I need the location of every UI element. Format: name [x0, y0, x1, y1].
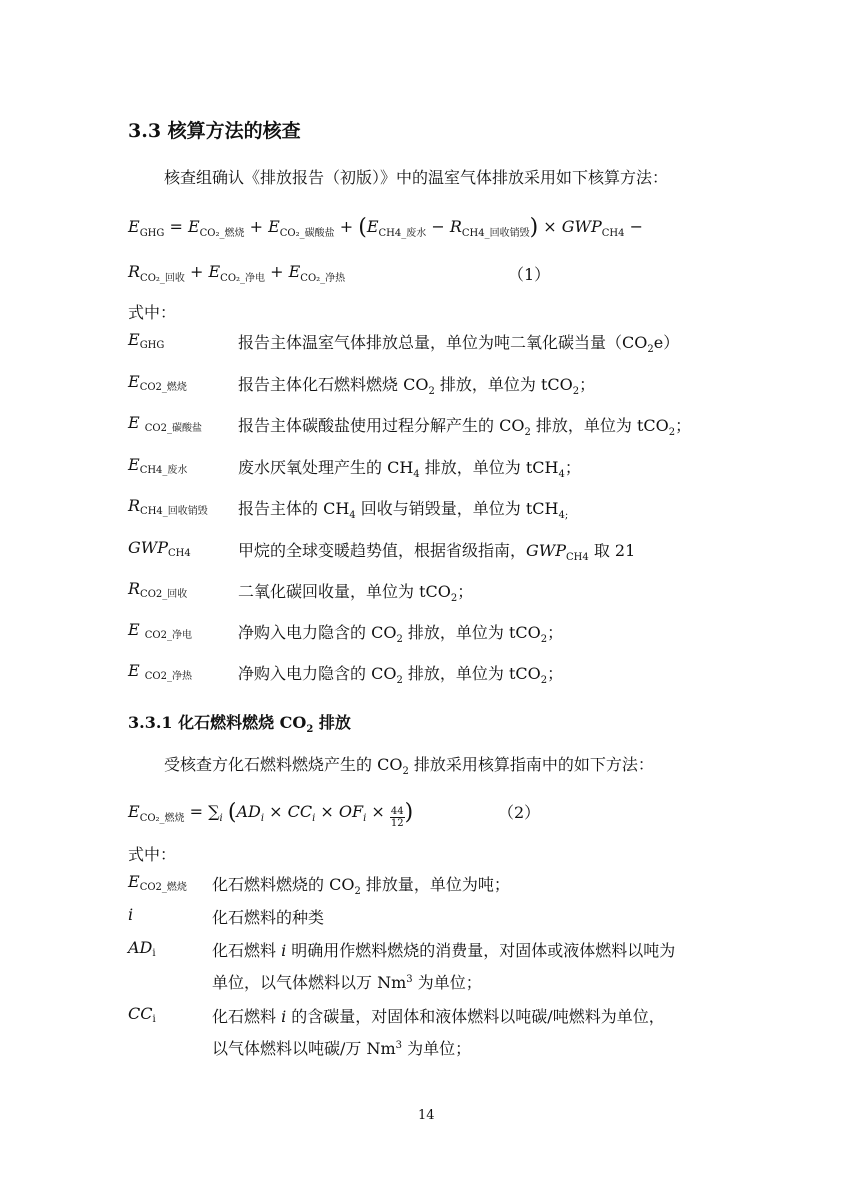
definition-text: 化石燃料的种类	[212, 908, 325, 927]
definition-text-continued: 单位，以气体燃料以万 Nm$^3$ 为单位；	[212, 973, 482, 992]
definition-symbol: RCO2_回收	[128, 579, 188, 600]
definition-symbol: E CO2_净热	[128, 661, 192, 682]
definition-symbol: ECH4_废水	[128, 455, 188, 476]
definition-text: 净购入电力隐含的 $CO_2$ 排放，单位为 tCO$_2$；	[238, 623, 564, 645]
definition-symbol: E CO2_净电	[128, 620, 192, 641]
where-label-2: 式中：	[128, 845, 177, 864]
where-label: 式中：	[128, 303, 177, 322]
definition-symbol: ADi	[128, 938, 156, 959]
definition-text: 报告主体的 $CH_4$ 回收与销毁量，单位为 tCH$_{4;}$	[238, 499, 569, 521]
definition-symbol: CCi	[128, 1004, 156, 1025]
definition-text: 废水厌氧处理产生的 $CH_4$ 排放，单位为 tCH$_4$；	[238, 458, 581, 480]
definition-symbol: i	[128, 905, 134, 924]
definition-text: 二氧化碳回收量，单位为 tCO$_2$；	[238, 582, 474, 604]
definition-symbol: ECO2_燃烧	[128, 872, 187, 893]
definition-symbol: RCH4_回收销毁	[128, 496, 208, 517]
equation-1-number: （1）	[508, 265, 551, 284]
subsection-heading: 3.3.1 化石燃料燃烧 $CO_2$ 排放	[128, 713, 351, 735]
page-number: 14	[418, 1108, 435, 1123]
equation-1-line-1: $E_{GHG} = E_{CO_2\_燃烧} + E_{CO_2\_碳酸盐} + (E_{CH4\_废水} - R_{CH4\_回收销毁}) \times GWP_{CH4}$ −	[128, 215, 643, 240]
definition-symbol: GWPCH4	[128, 538, 191, 559]
section-heading: 3.3 核算方法的核查	[128, 120, 301, 142]
subsection-intro: 受核查方化石燃料燃烧产生的 $CO_2$ 排放采用核算指南中的如下方法：	[164, 755, 654, 777]
definition-text: 化石燃料燃烧的 $CO_2$ 排放量，单位为吨；	[212, 875, 510, 897]
definition-text: 报告主体化石燃料燃烧 $CO_2$ 排放，单位为 tCO$_2$；	[238, 375, 596, 397]
definition-text: 化石燃料 i 明确用作燃料燃烧的消费量，对固体或液体燃料以吨为	[212, 941, 676, 960]
definition-text-continued: 以气体燃料以吨碳/万 Nm$^3$ 为单位；	[212, 1039, 472, 1058]
equation-2-number: （2）	[498, 803, 541, 822]
fraction: $\frac{44}{12}$	[390, 806, 404, 829]
section-intro: 核查组确认《排放报告（初版）》中的温室气体排放采用如下核算方法：	[164, 168, 669, 187]
definition-text: 化石燃料 i 的含碳量，对固体和液体燃料以吨碳/吨燃料为单位，	[212, 1007, 665, 1026]
definition-symbol: ECO2_燃烧	[128, 372, 187, 393]
definition-text: 净购入电力隐含的 $CO_2$ 排放，单位为 tCO$_2$；	[238, 664, 564, 686]
definition-text: 报告主体温室气体排放总量，单位为吨二氧化碳当量$(CO_2e)$	[238, 333, 680, 355]
definition-text: 甲烷的全球变暖趋势值，根据省级指南，$GWP_{CH4}$ 取 21	[238, 541, 636, 563]
definition-symbol: EGHG	[128, 330, 165, 351]
equation-1-line-2: $R_{CO_2\_回收} + E_{CO_2\_净电} + E_{CO_2\_净热}$	[128, 262, 346, 284]
equation-2: $E_{CO_2\_燃烧} = \sum_i$ ($AD_i \times CC_i \times OF_i$ × $\frac{44}{12}$ )	[128, 800, 414, 829]
definition-symbol: E CO2_碳酸盐	[128, 413, 202, 434]
definition-text: 报告主体碳酸盐使用过程分解产生的 $CO_2$ 排放，单位为 tCO$_2$；	[238, 416, 692, 438]
